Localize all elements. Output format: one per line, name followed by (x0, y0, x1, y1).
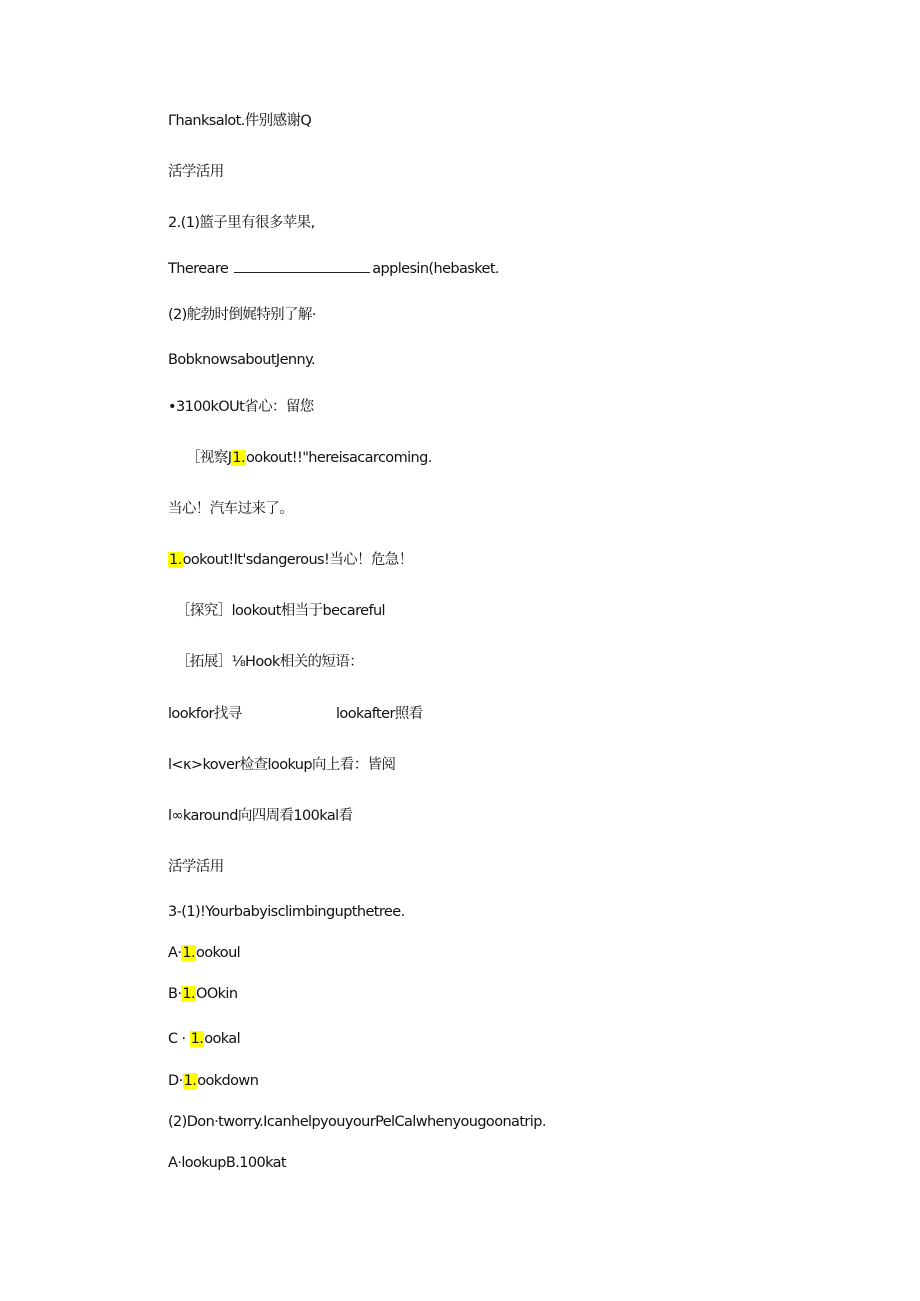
phrase-lookfor: lookfor找寻 (168, 706, 242, 722)
observe-translation (168, 499, 293, 519)
danger-sentence: ookout!It'sdangerous!当心！危急！ (182, 552, 413, 568)
lookout-heading-text: •3100kOUt省心：留您 (168, 399, 314, 415)
highlight-mark: 1. (169, 552, 182, 568)
option-d-label: D· (168, 1073, 183, 1089)
section-heading-practice-2 (168, 857, 224, 877)
phrase-lookafter: lookafter照看 (336, 706, 423, 722)
option-a-label: A· (168, 945, 182, 961)
lookout-heading (168, 397, 314, 417)
exercise-3-2-options-text: A·lookupB.100kat (168, 1155, 286, 1171)
explore-note (176, 601, 385, 621)
observe-label: ［视察J (186, 450, 232, 466)
option-b (168, 984, 237, 1004)
option-a (168, 943, 240, 963)
danger-example (168, 550, 413, 570)
phrase-row-2 (168, 755, 395, 775)
expand-note (176, 652, 363, 672)
highlight-mark: 1. (183, 1073, 197, 1089)
observe-example (186, 448, 432, 468)
explore-text: ［探究］lookout相当于becareful (176, 603, 385, 619)
sentence-end: applesin(hebasket. (372, 261, 499, 277)
bob-sentence: BobknowsaboutJenny. (168, 352, 316, 368)
exercise-3-2-question (168, 1112, 546, 1132)
option-d (168, 1071, 258, 1091)
text-line-thanks (168, 111, 311, 131)
option-c-label: C · (168, 1031, 190, 1047)
observe-sentence: ookout!!"hereisacarcoming. (246, 450, 432, 466)
exercise-2-2-sentence (168, 350, 315, 370)
exercise-3-1-text: 3-(1)!Yourbabyisclimbingupthetree. (168, 904, 405, 920)
exercise-3-2-text: (2)Don·tworry.IcanhelpyouyourPelCalwhenyougoonatrip. (168, 1114, 546, 1130)
option-a-text: ookoul (195, 945, 241, 961)
section-heading-practice (168, 162, 224, 182)
option-c-text: ookal (204, 1031, 241, 1047)
fill-blank (234, 258, 370, 273)
option-d-text: ookdown (197, 1073, 259, 1089)
exercise-2-1-text: 2.(1)篮子里有很多苹果, (168, 215, 315, 231)
highlight-mark: 1. (182, 986, 195, 1002)
highlight-mark: 1. (232, 450, 246, 466)
option-c (168, 1029, 240, 1049)
translation-text: 当心！汽车过来了。 (168, 501, 294, 517)
highlight-mark: 1. (182, 945, 195, 961)
exercise-2-1-sentence (168, 258, 499, 279)
phrase-row-1b (336, 704, 423, 724)
practice-heading-2: 活学活用 (168, 859, 224, 875)
option-b-text: OOkin (196, 986, 238, 1002)
exercise-3-1-question (168, 902, 405, 922)
sentence-start: Thereare (168, 261, 233, 277)
thanks-text: Γhanksalot.件别感谢Q (168, 113, 312, 129)
phrase-lookaround: l∞karound向四周看100kal看 (168, 808, 353, 824)
practice-heading: 活学活用 (168, 164, 224, 180)
exercise-2-2-text: (2)舵勃时倒娓特别了解· (168, 307, 316, 323)
phrase-row-3 (168, 806, 352, 826)
highlight-mark: 1. (190, 1031, 204, 1047)
exercise-2-2-prompt (168, 305, 316, 325)
phrase-row-1 (168, 704, 242, 724)
exercise-2-1-prompt (168, 213, 315, 233)
phrase-lookover: l<κ>kover检查lookup向上看：皆阅 (168, 757, 396, 773)
option-b-label: B· (168, 986, 182, 1002)
exercise-3-2-options (168, 1153, 286, 1173)
expand-text: ［拓展］⅛Hook相关的短语： (176, 654, 364, 670)
